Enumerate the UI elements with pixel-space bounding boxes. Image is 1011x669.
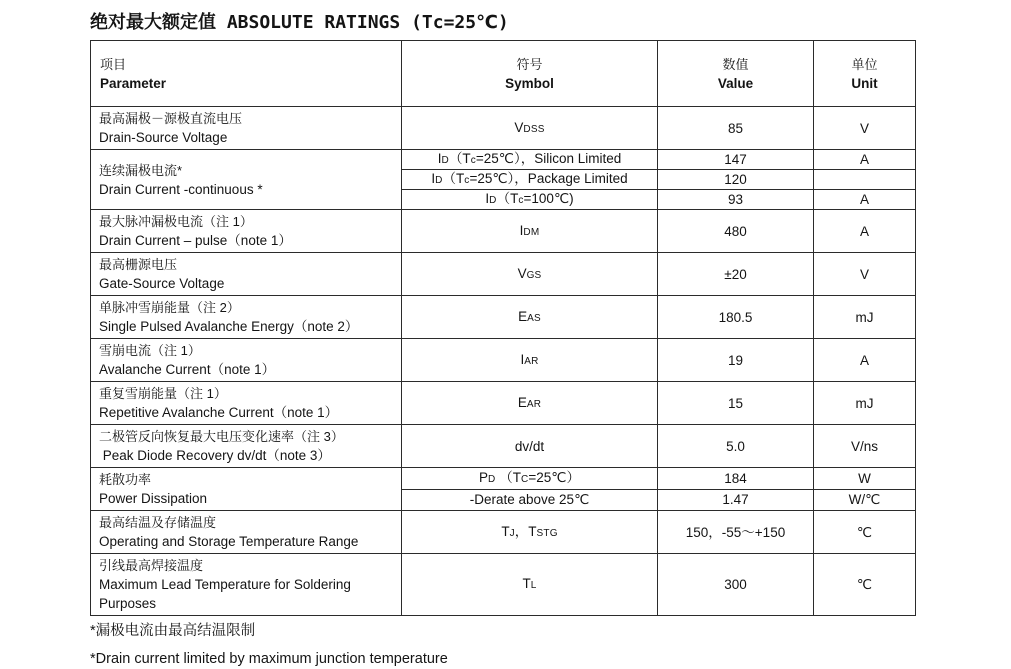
symbol-cell: -Derate above 25℃ xyxy=(402,489,658,511)
header-symbol xyxy=(402,41,658,107)
symbol-subscript: D xyxy=(441,155,449,166)
header-symbol-zh: 符号 xyxy=(516,56,543,72)
symbol-subscript: DSS xyxy=(523,123,545,135)
table-row xyxy=(91,511,916,554)
value-cell: 480 xyxy=(658,210,814,253)
parameter-en: Gate-Source Voltage xyxy=(99,276,225,291)
symbol-subscript: AS xyxy=(527,312,541,324)
symbol-subscript: STG xyxy=(536,527,558,539)
parameter-zh: 重复雪崩能量（注 1） xyxy=(99,386,227,401)
parameter-en: Drain-Source Voltage xyxy=(99,130,228,145)
unit-cell xyxy=(814,170,916,190)
header-parameter-zh: 项目 xyxy=(100,56,127,72)
symbol-subscript: c xyxy=(470,155,476,166)
parameter-zh: 最高漏极－源极直流电压 xyxy=(99,111,243,126)
table-row xyxy=(91,382,916,425)
parameter-zh: 单脉冲雪崩能量（注 2） xyxy=(99,300,240,315)
unit-cell: V xyxy=(814,107,916,150)
header-unit-en: Unit xyxy=(851,75,878,91)
parameter-cell xyxy=(91,382,402,425)
parameter-cell xyxy=(91,107,402,150)
unit-cell: ℃ xyxy=(814,554,916,616)
table-row xyxy=(91,253,916,296)
symbol-cell: EAR xyxy=(402,382,658,425)
value-cell: 120 xyxy=(658,170,814,190)
symbol-cell: ID（Tc=100℃) xyxy=(402,190,658,210)
symbol-subscript: DM xyxy=(523,226,540,238)
unit-cell: mJ xyxy=(814,382,916,425)
unit-cell: A xyxy=(814,190,916,210)
unit-cell: V/ns xyxy=(814,425,916,468)
parameter-cell xyxy=(91,339,402,382)
parameter-cell xyxy=(91,511,402,554)
value-cell: 15 xyxy=(658,382,814,425)
header-value xyxy=(658,41,814,107)
header-parameter xyxy=(91,41,402,107)
unit-cell: W xyxy=(814,468,916,490)
unit-cell: mJ xyxy=(814,296,916,339)
table-row xyxy=(91,425,916,468)
parameter-en: Repetitive Avalanche Current（note 1） xyxy=(99,405,339,420)
footnotes xyxy=(90,621,1011,669)
page-title: 绝对最大额定值 ABSOLUTE RATINGS (Tc=25℃) xyxy=(90,12,509,33)
table-row xyxy=(91,296,916,339)
table-row xyxy=(91,468,916,490)
symbol-cell: TL xyxy=(402,554,658,616)
symbol-subscript: D xyxy=(435,175,443,186)
value-cell: 5.0 xyxy=(658,425,814,468)
symbol-cell: dv/dt xyxy=(402,425,658,468)
footnote-en: *Drain current limited by maximum junction temperature xyxy=(90,651,448,667)
table-row xyxy=(91,554,916,616)
unit-cell: W/℃ xyxy=(814,489,916,511)
parameter-en: Operating and Storage Temperature Range xyxy=(99,534,359,549)
parameter-en: Peak Diode Recovery dv/dt（note 3） xyxy=(99,448,331,463)
unit-cell: A xyxy=(814,210,916,253)
parameter-cell xyxy=(91,425,402,468)
parameter-zh: 最大脉冲漏极电流（注 1） xyxy=(99,214,253,229)
symbol-subscript: L xyxy=(530,580,537,591)
unit-cell: V xyxy=(814,253,916,296)
parameter-zh: 最高栅源电压 xyxy=(99,257,178,272)
table-row xyxy=(91,107,916,150)
value-cell: 150，-55～+150 xyxy=(658,511,814,554)
symbol-cell: ID（Tc=25℃），Silicon Limited xyxy=(402,150,658,170)
header-value-en: Value xyxy=(717,75,754,91)
symbol-subscript: D xyxy=(488,473,496,485)
symbol-subscript: c xyxy=(464,175,470,186)
value-cell: 180.5 xyxy=(658,296,814,339)
parameter-zh: 最高结温及存储温度 xyxy=(99,515,217,530)
header-row xyxy=(91,41,916,107)
unit-cell: A xyxy=(814,339,916,382)
parameter-en: Maximum Lead Temperature for Soldering Purposes xyxy=(99,577,355,611)
symbol-cell: VDSS xyxy=(402,107,658,150)
parameter-en: Power Dissipation xyxy=(99,491,208,506)
header-unit xyxy=(814,41,916,107)
symbol-subscript: c xyxy=(518,195,524,206)
ratings-tbody xyxy=(91,107,916,616)
symbol-cell: PD （TC=25℃） xyxy=(402,468,658,490)
parameter-en: Avalanche Current（note 1） xyxy=(99,362,276,377)
parameter-cell xyxy=(91,296,402,339)
symbol-subscript: AR xyxy=(526,398,542,410)
header-value-zh: 数值 xyxy=(722,56,749,72)
footnote-zh: *漏极电流由最高结温限制 xyxy=(90,623,256,639)
parameter-cell xyxy=(91,554,402,616)
table-row xyxy=(91,150,916,170)
unit-cell: A xyxy=(814,150,916,170)
symbol-subscript: C xyxy=(520,473,529,485)
table-header xyxy=(91,41,916,107)
parameter-cell xyxy=(91,468,402,511)
header-parameter-en: Parameter xyxy=(100,75,167,91)
header-symbol-en: Symbol xyxy=(505,75,554,91)
absolute-ratings-table xyxy=(90,40,916,616)
symbol-cell: VGS xyxy=(402,253,658,296)
symbol-cell: TJ，TSTG xyxy=(402,511,658,554)
parameter-cell xyxy=(91,253,402,296)
table-row xyxy=(91,339,916,382)
parameter-cell xyxy=(91,150,402,210)
symbol-subscript: GS xyxy=(526,269,542,281)
parameter-zh: 二极管反向恢复最大电压变化速率（注 3） xyxy=(99,429,344,444)
value-cell: 19 xyxy=(658,339,814,382)
parameter-zh: 引线最高焊接温度 xyxy=(99,558,204,573)
symbol-cell: IDM xyxy=(402,210,658,253)
header-unit-zh: 单位 xyxy=(851,56,878,72)
parameter-zh: 连续漏极电流* xyxy=(99,162,183,178)
value-cell: ±20 xyxy=(658,253,814,296)
table-row xyxy=(91,210,916,253)
value-cell: 184 xyxy=(658,468,814,490)
value-cell: 147 xyxy=(658,150,814,170)
parameter-zh: 耗散功率 xyxy=(99,472,152,487)
parameter-cell xyxy=(91,210,402,253)
symbol-subscript: J xyxy=(509,527,515,539)
parameter-en: Single Pulsed Avalanche Energy（note 2） xyxy=(99,319,359,334)
value-cell: 1.47 xyxy=(658,489,814,511)
parameter-en: Drain Current -continuous * xyxy=(99,181,263,197)
parameter-en: Drain Current – pulse（note 1） xyxy=(99,233,292,248)
symbol-cell: IAR xyxy=(402,339,658,382)
parameter-zh: 雪崩电流（注 1） xyxy=(99,343,201,358)
value-cell: 85 xyxy=(658,107,814,150)
symbol-subscript: AR xyxy=(524,355,539,367)
unit-cell: ℃ xyxy=(814,511,916,554)
symbol-cell: EAS xyxy=(402,296,658,339)
value-cell: 93 xyxy=(658,190,814,210)
symbol-subscript: D xyxy=(489,195,497,206)
value-cell: 300 xyxy=(658,554,814,616)
symbol-cell: ID（Tc=25℃），Package Limited xyxy=(402,170,658,190)
